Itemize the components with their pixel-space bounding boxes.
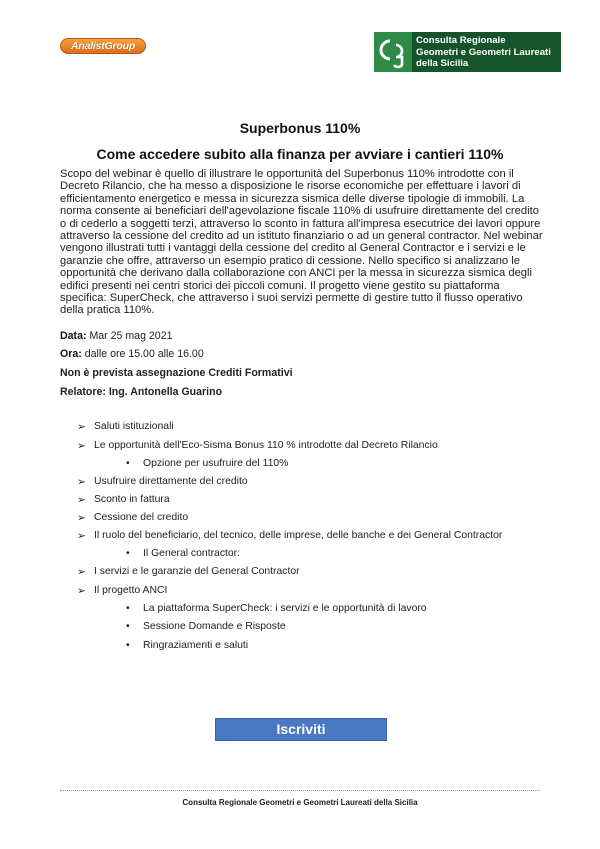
event-time-value: dalle ore 15.00 alle 16.00 [81,348,204,360]
event-date-value: Mar 25 mag 2021 [86,330,173,342]
credits-note: Non è prevista assegnazione Crediti Formativi [60,367,293,379]
dot-bullet-icon: • [126,603,130,614]
dot-bullet-icon: • [126,458,130,469]
logo-line-2: Geometri e Geometri Laureati [416,46,551,58]
arrow-bullet-icon: ➢ [77,441,86,452]
intro-paragraph: Scopo del webinar è quello di illustrare le opportunità del Superbonus 110% introdotte con il Decreto Rilancio, che ha messo a disposizione le risorse economiche per effettuare i lavori di efficientamento energetico e messa in sicurezza sismica delle diverse tipologie di immobili. La norma consente ai beneficiari dell'agevolazione fiscale 110% di usufruire direttamente del credito o di cederlo a soggetti terzi, attraverso lo sconto in fattura all'impresa esecutrice dei lavori oppure attraverso la cessione del credito ad un istituto finanziario o ad un general contractor. Nel webinar vengono illustrati tutti i vantaggi della cessione del credito al General Contractor e i servizi e le garanzie che offre, attraverso un esempio pratico di cessione. Nello specifico si analizzano le opportunità che derivano dalla collaborazione con ANCI per la messa in sicurezza sismica degli edifici presenti nei centri storici dei piccoli comuni. Il progetto viene gestito su piattaforma specifica: SuperCheck, che attraverso i suoi servizi permette di gestire tutto il flusso operativo della pratica 110%. [60,168,543,317]
page-title: Superbonus 110% [239,120,361,136]
arrow-bullet-icon: ➢ [77,477,86,488]
arrow-bullet-icon: ➢ [77,422,86,433]
arrow-bullet-icon: ➢ [77,495,86,506]
event-date-label: Data: [60,330,87,342]
analistgroup-logo: AnalistGroup [60,38,146,54]
dot-bullet-icon: • [126,621,130,632]
arrow-bullet-icon: ➢ [77,586,86,597]
event-time-label: Ora: [60,348,82,360]
register-button[interactable]: Iscriviti [215,718,387,741]
arrow-bullet-icon: ➢ [77,531,86,542]
speaker: Relatore: Ing. Antonella Guarino [60,386,223,398]
footer-divider [60,790,540,791]
logo-line-3: della Sicilia [416,58,469,69]
consulta-regionale-logo-text [412,32,561,72]
arrow-bullet-icon: ➢ [77,567,86,578]
cgs-emblem-icon [374,32,412,72]
arrow-bullet-icon: ➢ [77,513,86,524]
footer-text: Consulta Regionale Geometri e Geometri Laureati della Sicilia [182,798,418,807]
logo-line-1: Consulta Regionale [416,35,506,46]
consulta-regionale-logo [374,32,561,72]
dot-bullet-icon: • [126,640,130,651]
dot-bullet-icon: • [126,548,130,559]
page-subtitle: Come accedere subito alla finanza per avviare i cantieri 110% [96,146,504,162]
event-date [60,330,172,342]
event-time [60,348,204,360]
